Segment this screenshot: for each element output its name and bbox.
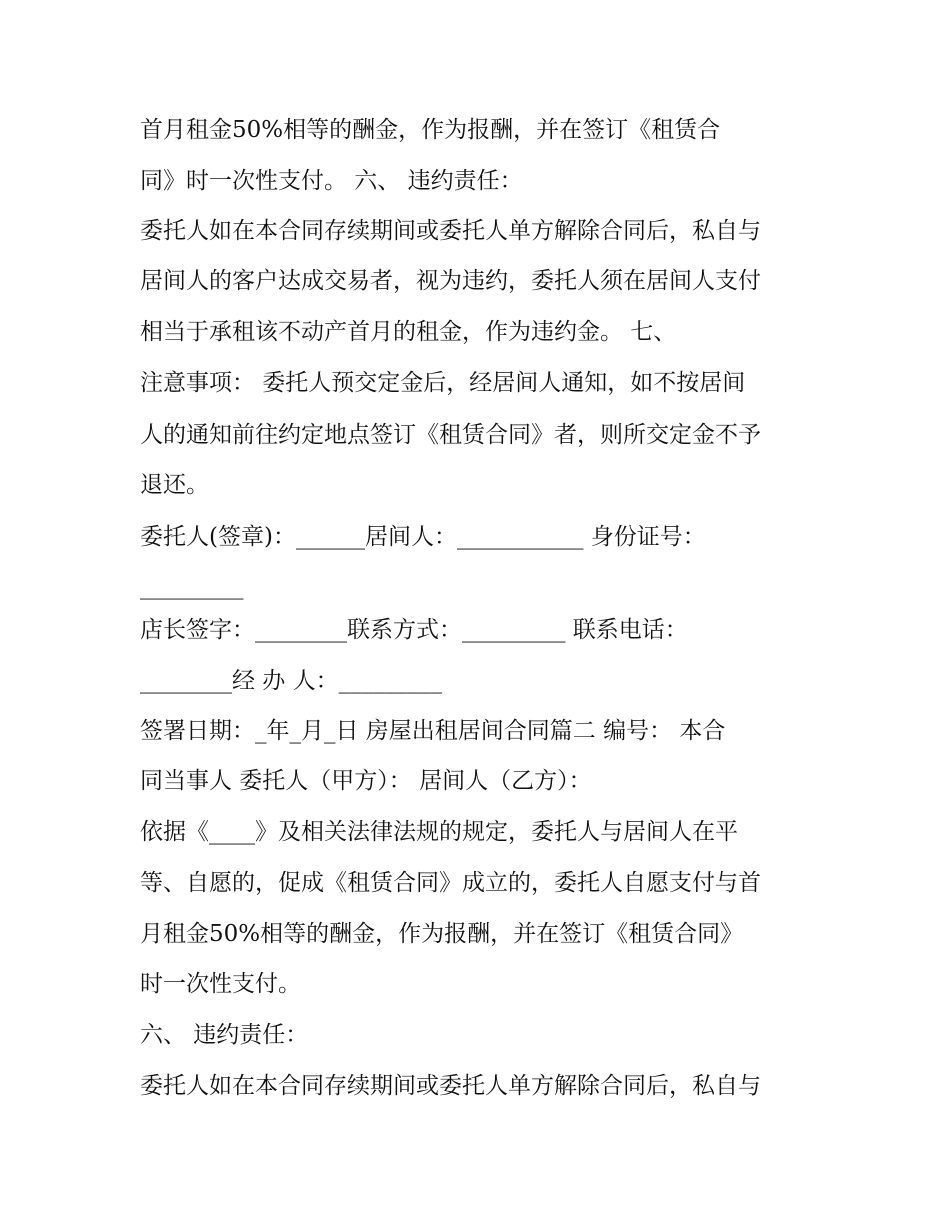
text-line: 相当于承租该不动产首月的租金，作为违约金。 七、 [140, 319, 677, 345]
text-line: 月租金50%相等的酬金，作为报酬，并在签订《租赁合同》 [140, 921, 744, 947]
text-line: 委托人如在本合同存续期间或委托人单方解除合同后，私自与 [140, 1073, 761, 1099]
text-line: 签署日期：_年_月_日 房屋出租居间合同篇二 编号： 本合 [140, 718, 726, 744]
text-line: 人的通知前往约定地点签订《租赁合同》者，则所交定金不予 [140, 422, 761, 448]
text-line: 注意事项： 委托人预交定金后，经居间人通知，如不按居间 [140, 370, 746, 396]
text-line: 依据《____》及相关法律法规的规定，委托人与居间人在平 [140, 819, 738, 845]
text-line: 同》时一次性支付。 六、 违约责任： [140, 168, 523, 194]
text-line: 首月租金50%相等的酬金，作为报酬，并在签订《租赁合 [140, 117, 721, 143]
signature-line: 委托人(签章)：______居间人：___________ 身份证号： [140, 524, 706, 550]
text-line: 退还。 [140, 472, 209, 498]
section-heading: 六、 违约责任： [140, 1022, 309, 1048]
signature-line: _________ [140, 574, 244, 600]
text-line: 居间人的客户达成交易者，视为违约，委托人须在居间人支付 [140, 268, 761, 294]
text-line: 委托人如在本合同存续期间或委托人单方解除合同后，私自与 [140, 218, 761, 244]
signature-line: 店长签字：________联系方式：_________ 联系电话： [140, 617, 688, 643]
text-line: 同当事人 委托人（甲方）： 居间人（乙方）： [140, 768, 592, 794]
signature-line: ________经 办 人：_________ [140, 668, 443, 694]
text-line: 时一次性支付。 [140, 971, 301, 997]
text-line: 等、自愿的，促成《租赁合同》成立的，委托人自愿支付与首 [140, 870, 761, 896]
